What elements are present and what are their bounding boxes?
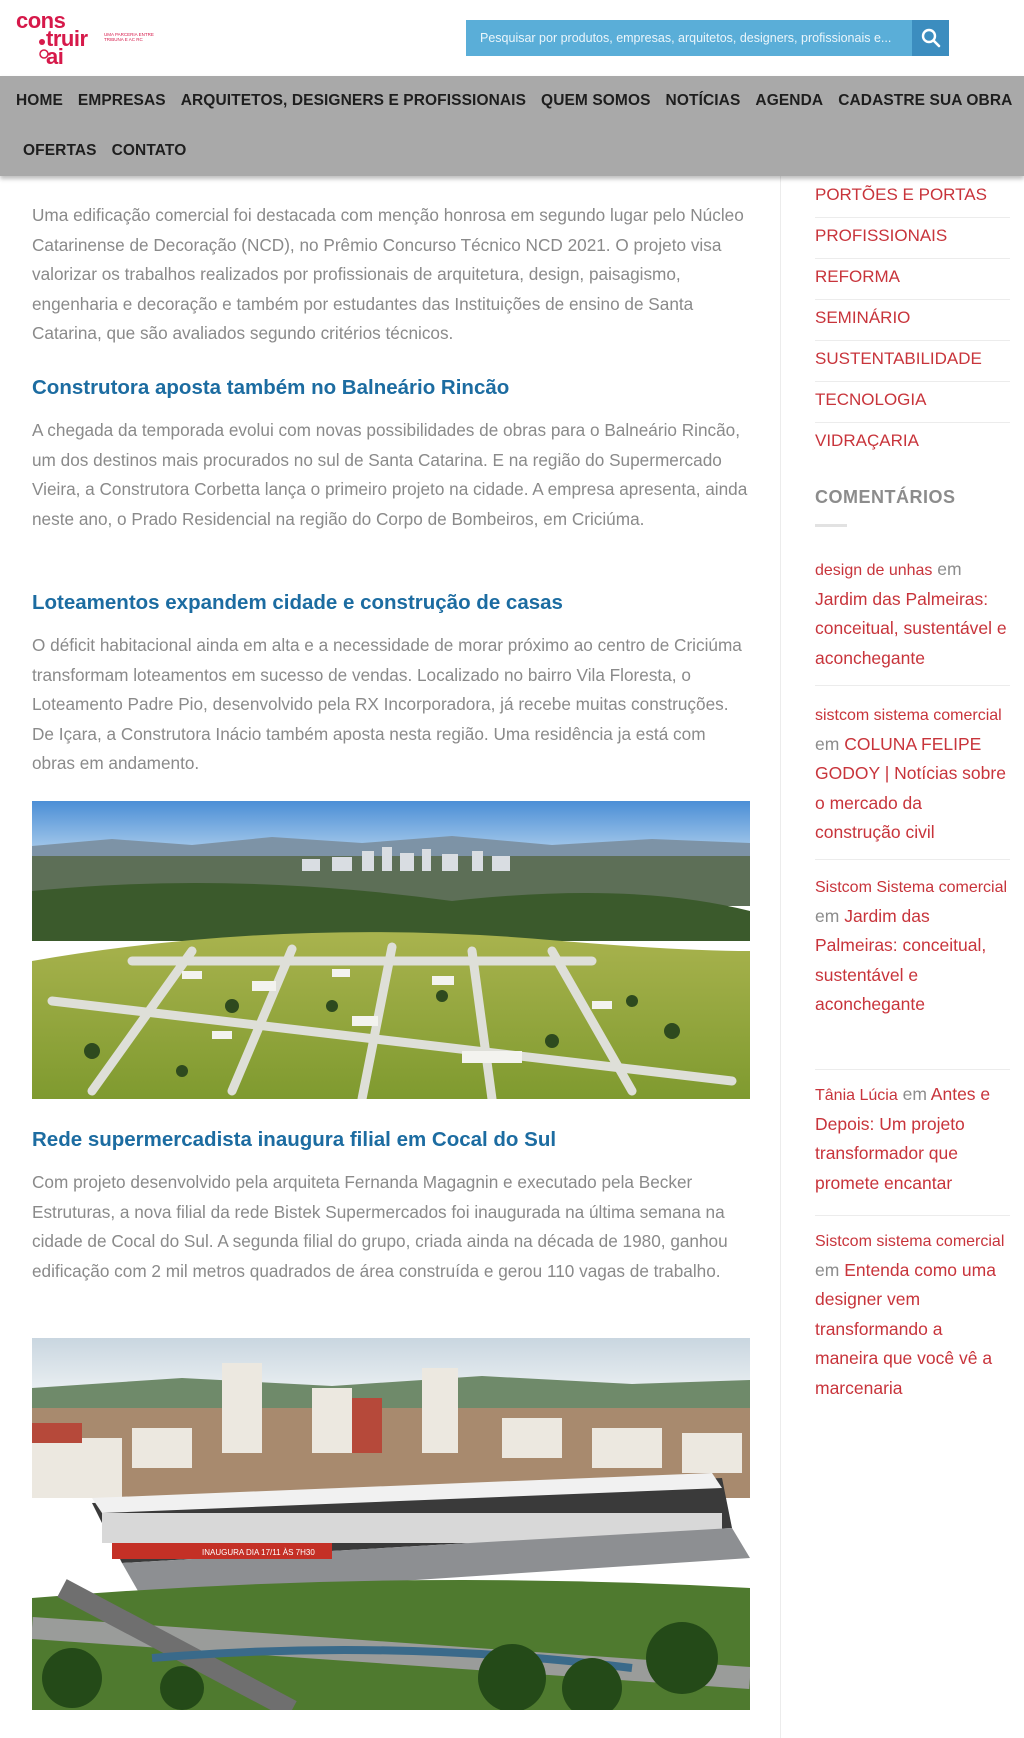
supermarket-aerial-image <box>32 1338 750 1710</box>
category-link[interactable]: PROFISSIONAIS <box>815 218 1010 259</box>
comment-em: em <box>897 1084 931 1104</box>
comment-em: em <box>932 559 962 579</box>
search-icon <box>921 28 941 48</box>
article-paragraph: O déficit habitacional ainda em alta e a necessidade de morar próximo ao centro de Criciúma transformam loteamentos em sucesso de vendas. Localizado no bairro Vila Floresta, o Loteamento Padre Pio, desenvolvido pela RX Incorporadora, já recebe muitas construções. De Içara, a Construtora Inácio também aposta nesta região. Uma residência ja está com obras em andamento. <box>32 635 742 774</box>
lot-aerial-photo[interactable] <box>32 801 750 1099</box>
nav-home[interactable]: HOME <box>16 92 63 109</box>
comment-post-link[interactable]: Antes e Depois: Um projeto transformador que promete encantar <box>815 1084 991 1193</box>
nav-contato[interactable]: CONTATO <box>111 142 187 159</box>
section-heading: Construtora aposta também no Balneário Rincão <box>32 376 510 399</box>
category-link[interactable]: SEMINÁRIO <box>815 300 1010 341</box>
supermarket-aerial-photo[interactable] <box>32 1338 750 1710</box>
article-paragraph: Uma edificação comercial foi destacada com menção honrosa em segundo lugar pelo Núcleo Catarinense de Decoração (NCD), no Prêmio Concurso Técnico NCD 2021. O projeto visa valorizar os trabalhos realizados por profissionais de arquitetura, design, paisagismo, engenharia e decoração e também por estudantes das Instituições de ensino de Santa Catarina, que são avaliados segundo critérios técnicos. <box>32 205 744 344</box>
comment-post-link[interactable]: Jardim das Palmeiras: conceitual, sustentável e aconchegante <box>815 905 987 1014</box>
comment-author[interactable]: Sistcom sistema comercial <box>815 1233 1005 1250</box>
category-link[interactable]: REFORMA <box>815 259 1010 300</box>
recent-comment <box>815 1226 1010 1416</box>
nav-noticias[interactable]: NOTÍCIAS <box>665 92 741 109</box>
search-button[interactable] <box>912 20 949 56</box>
nav-arquitetos[interactable]: ARQUITETOS, DESIGNERS E PROFISSIONAIS <box>180 92 527 109</box>
comment-author[interactable]: Sistcom Sistema comercial <box>815 879 1008 896</box>
comments-widget-title: COMENTÁRIOS <box>815 487 956 507</box>
comment-author[interactable]: sistcom sistema comercial <box>815 707 1002 724</box>
lot-aerial-image <box>32 801 750 1099</box>
category-link[interactable]: PORTÕES E PORTAS <box>815 177 1010 218</box>
category-link[interactable]: TECNOLOGIA <box>815 382 1010 423</box>
logo-text-1: cons <box>16 8 66 33</box>
store-banner-text: INAUGURA DIA 17/11 ÀS 7H30 <box>202 1548 315 1557</box>
site-logo[interactable] <box>16 8 154 69</box>
comment-em: em <box>815 905 845 926</box>
category-link[interactable]: VIDRAÇARIA <box>815 431 919 450</box>
nav-quem-somos[interactable]: QUEM SOMOS <box>541 92 651 109</box>
comment-post-link[interactable]: Jardim das Palmeiras: conceitual, sustentável e aconchegante <box>815 588 1007 668</box>
comment-author[interactable]: Tânia Lúcia <box>815 1087 898 1104</box>
comment-author[interactable]: design de unhas <box>815 562 933 579</box>
logo-text-3: ai <box>46 44 64 69</box>
recent-comment <box>815 700 1010 860</box>
recent-comment <box>815 1080 1010 1216</box>
recent-comment <box>815 872 1010 1070</box>
search-input[interactable] <box>466 20 912 56</box>
section-heading: Loteamentos expandem cidade e construção de casas <box>32 591 563 614</box>
nav-cadastre-obra[interactable]: CADASTRE SUA OBRA <box>838 92 1013 109</box>
nav-agenda[interactable]: AGENDA <box>755 92 824 109</box>
site-header <box>0 0 1024 76</box>
nav-ofertas[interactable]: OFERTAS <box>23 142 97 159</box>
logo-tagline: UMA PARCERIA ENTRE TRIBUNA E AC RC <box>104 32 154 42</box>
main-nav <box>0 76 1024 176</box>
nav-empresas[interactable]: EMPRESAS <box>77 92 166 109</box>
comment-em: em <box>815 1259 845 1280</box>
sidebar-divider <box>780 176 781 1738</box>
comment-post-link[interactable]: Entenda como uma designer vem transformando a maneira que você vê a marcenaria <box>815 1259 996 1398</box>
article-paragraph: A chegada da temporada evolui com novas possibilidades de obras para o Balneário Rincão, um dos destinos mais procurados no sul de Santa Catarina. E na região do Supermercado Vieira, a Construtora Corbetta lança o primeiro projeto na cidade. A empresa apresenta, ainda neste ano, o Prado Residencial na região do Corpo de Bombeiros, em Criciúma. <box>32 420 748 529</box>
article-paragraph: Com projeto desenvolvido pela arquiteta Fernanda Magagnin e executado pela Becker Estruturas, a nova filial da rede Bistek Supermercados foi inaugurada na última semana na cidade de Cocal do Sul. A segunda filial do grupo, criada ainda na década de 1980, ganhou edificação com 2 mil metros quadrados de área construída e gerou 110 vagas de trabalho. <box>32 1172 728 1281</box>
title-underline <box>815 524 847 527</box>
section-heading: Rede supermercadista inaugura filial em Cocal do Sul <box>32 1128 557 1151</box>
comment-post-link[interactable]: COLUNA FELIPE GODOY | Notícias sobre o mercado da construção civil <box>815 733 1006 842</box>
logo-dots-icon <box>38 38 50 60</box>
recent-comment <box>815 555 1010 686</box>
logo-text-2: truir <box>46 26 88 51</box>
category-link[interactable]: SUSTENTABILIDADE <box>815 341 1010 382</box>
search-bar <box>466 20 949 56</box>
comment-em: em <box>815 733 845 754</box>
